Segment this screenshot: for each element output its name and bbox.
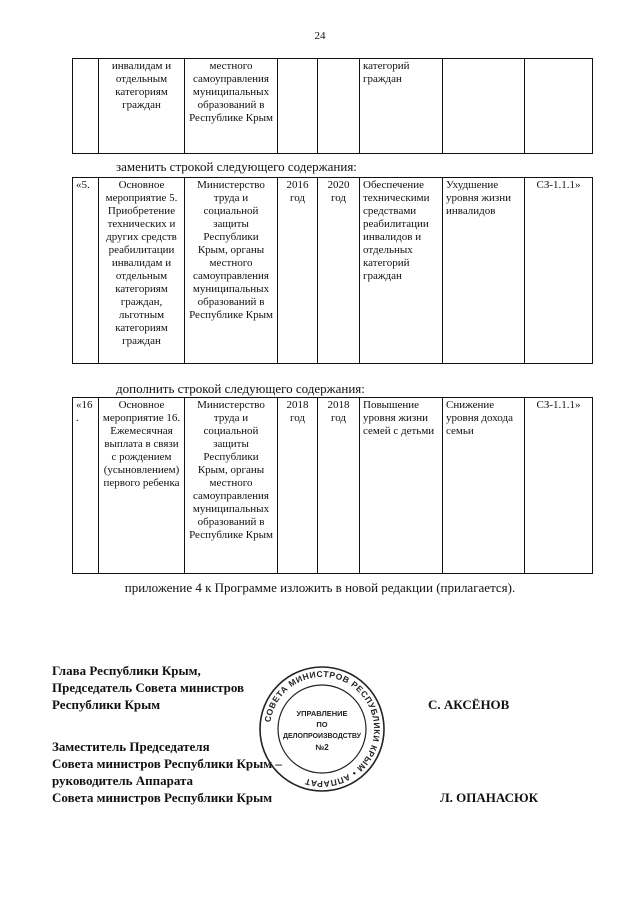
replace-instruction: заменить строкой следующего содержания: xyxy=(116,159,357,174)
cell-executor: Министерство труда и социальной защиты Республики Крым, органы местного самоуправления муниципальных образований в Республике Крым xyxy=(185,178,278,364)
signature-block-head xyxy=(52,662,244,713)
cell-empty xyxy=(525,59,593,154)
page-number: 24 xyxy=(314,30,326,42)
cell-empty xyxy=(443,59,525,154)
office-stamp xyxy=(257,664,387,794)
cell-result: Повышение уровня жизни семей с детьми xyxy=(360,398,443,574)
signature-block-deputy xyxy=(52,738,282,806)
table-add xyxy=(72,397,593,574)
cell-event: Основное мероприятие 16. Ежемесячная выплата в связи с рождением (усыновлением) первого ребенка xyxy=(99,398,185,574)
signature-name-head: С. АКСЁНОВ xyxy=(428,697,510,712)
row-number: «5. xyxy=(73,178,99,364)
signature-title-line: Заместитель Председателя xyxy=(52,739,210,754)
signature-title-line: Председатель Совета министров xyxy=(52,680,245,695)
stamp-center-line: ПО xyxy=(316,720,328,729)
cell-empty xyxy=(318,59,360,154)
table-replace xyxy=(72,177,593,364)
add-instruction: дополнить строкой следующего содержания: xyxy=(116,381,365,396)
cell-code: СЗ-1.1.1» xyxy=(525,398,593,574)
signature-name-deputy: Л. ОПАНАСЮК xyxy=(440,790,539,805)
cell-event: инвалидам и отдельным категориям граждан xyxy=(99,59,185,154)
signature-title-line: Совета министров Республики Крым xyxy=(52,790,273,805)
stamp-center-line: УПРАВЛЕНИЕ xyxy=(296,709,348,718)
stamp-center-line: №2 xyxy=(315,743,329,752)
cell-executor: местного самоуправления муниципальных образований в Республике Крым xyxy=(185,59,278,154)
cell-end-year: 2018 год xyxy=(318,398,360,574)
cell-start-year: 2018 год xyxy=(278,398,318,574)
cell-result: Обеспечение техническими средствами реабилитации инвалидов и отдельных категорий граждан xyxy=(360,178,443,364)
cell-code: СЗ-1.1.1» xyxy=(525,178,593,364)
signature-title-line: руководитель Аппарата xyxy=(52,773,194,788)
cell-executor: Министерство труда и социальной защиты Республики Крым, органы местного самоуправления муниципальных образований в Республике Крым xyxy=(185,398,278,574)
signature-title-line: Глава Республики Крым, xyxy=(52,663,201,678)
row-number: «16. xyxy=(73,398,99,574)
signature-title-line: Республики Крым xyxy=(52,697,161,712)
cell-empty xyxy=(278,59,318,154)
table-continuation xyxy=(72,58,593,154)
cell-event: Основное мероприятие 5. Приобретение технических и других средств реабилитации инвалидам и отдельным категориям граждан, льготным категориям граждан xyxy=(99,178,185,364)
stamp-ring-text: СОВЕТА МИНИСТРОВ РЕСПУБЛИКИ КРЫМ • АППАРАТ xyxy=(262,668,383,790)
cell-empty xyxy=(73,59,99,154)
cell-consequence: Снижение уровня дохода семьи xyxy=(443,398,525,574)
stamp-center-line: ДЕЛОПРОИЗВОДСТВУ xyxy=(282,733,362,740)
final-instruction: приложение 4 к Программе изложить в новой редакции (прилагается). xyxy=(124,580,516,595)
cell-result: категорий граждан xyxy=(360,59,443,154)
cell-start-year: 2016 год xyxy=(278,178,318,364)
cell-consequence: Ухудшение уровня жизни инвалидов xyxy=(443,178,525,364)
cell-end-year: 2020 год xyxy=(318,178,360,364)
signature-title-line: Совета министров Республики Крым – xyxy=(52,756,282,771)
